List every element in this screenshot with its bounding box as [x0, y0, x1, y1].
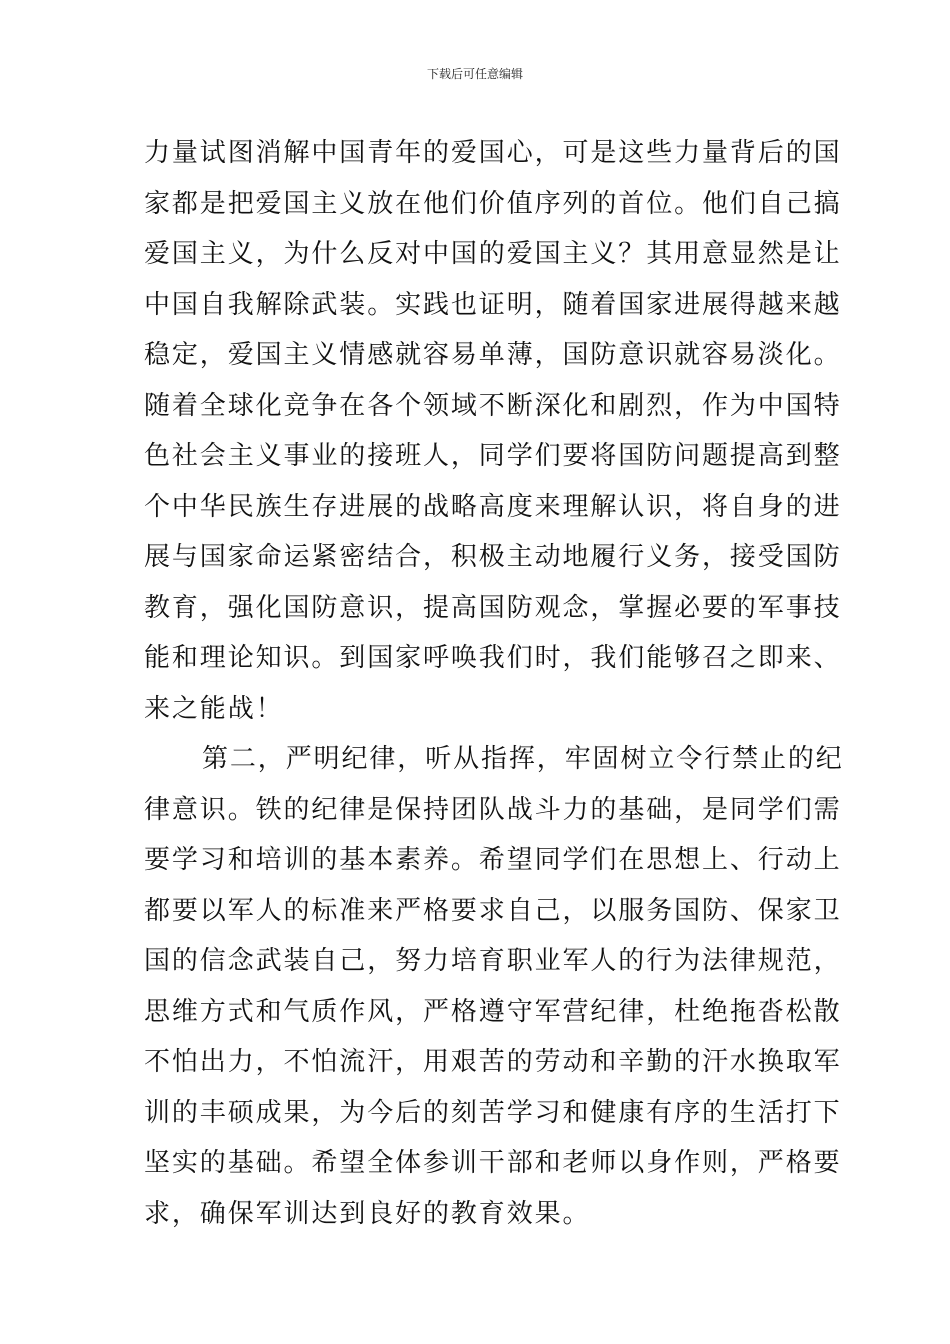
paragraph-line: 力量试图消解中国青年的爱国心，可是这些力量背后的国: [144, 138, 842, 168]
paragraph-line: 能和理论知识。到国家呼唤我们时，我们能够召之即来、: [144, 643, 842, 673]
paragraph-line: 不怕出力，不怕流汗，用艰苦的劳动和辛勤的汗水换取军: [144, 1047, 842, 1077]
paragraph-line: 训的丰硕成果，为今后的刻苦学习和健康有序的生活打下: [144, 1097, 842, 1128]
paragraph-line: 稳定，爱国主义情感就容易单薄，国防意识就容易淡化。: [144, 340, 842, 370]
paragraph-line: 爱国主义，为什么反对中国的爱国主义？其用意显然是让: [144, 239, 842, 269]
paragraph-1: [144, 128, 842, 734]
paragraph-2: [144, 734, 844, 1239]
paragraph-line: 第二，严明纪律，听从指挥，牢固树立令行禁止的纪: [202, 744, 844, 774]
paragraph-line: 来之能战！: [144, 693, 284, 724]
paragraph-line: 教育，强化国防意识，提高国防观念，掌握必要的军事技: [144, 592, 842, 623]
paragraph-line: 律意识。铁的纪律是保持团队战斗力的基础，是同学们需: [144, 794, 842, 825]
paragraph-line: 都要以军人的标准来严格要求自己，以服务国防、保家卫: [144, 895, 842, 926]
paragraph-line: 家都是把爱国主义放在他们价值序列的首位。他们自己搞: [144, 188, 842, 219]
paragraph-line: 思维方式和气质作风，严格遵守军营纪律，杜绝拖沓松散: [144, 996, 842, 1027]
paragraph-line: 色社会主义事业的接班人，同学们要将国防问题提高到整: [144, 441, 842, 471]
paragraph-line: 随着全球化竞争在各个领域不断深化和剧烈，作为中国特: [144, 390, 842, 421]
paragraph-line: 展与国家命运紧密结合，积极主动地履行义务，接受国防: [144, 542, 842, 572]
paragraph-line: 中国自我解除武装。实践也证明，随着国家进展得越来越: [144, 289, 842, 320]
paragraph-line: 个中华民族生存进展的战略高度来理解认识，将自身的进: [144, 491, 842, 522]
document-body: [144, 128, 844, 1239]
page-header: 下载后可任意编辑: [426, 67, 523, 81]
paragraph-line: 要学习和培训的基本素养。希望同学们在思想上、行动上: [144, 845, 842, 875]
paragraph-line: 坚实的基础。希望全体参训干部和老师以身作则，严格要: [144, 1148, 842, 1178]
paragraph-line: 求，确保军训达到良好的教育效果。: [144, 1198, 591, 1229]
paragraph-line: 国的信念武装自己，努力培育职业军人的行为法律规范，: [144, 946, 842, 976]
